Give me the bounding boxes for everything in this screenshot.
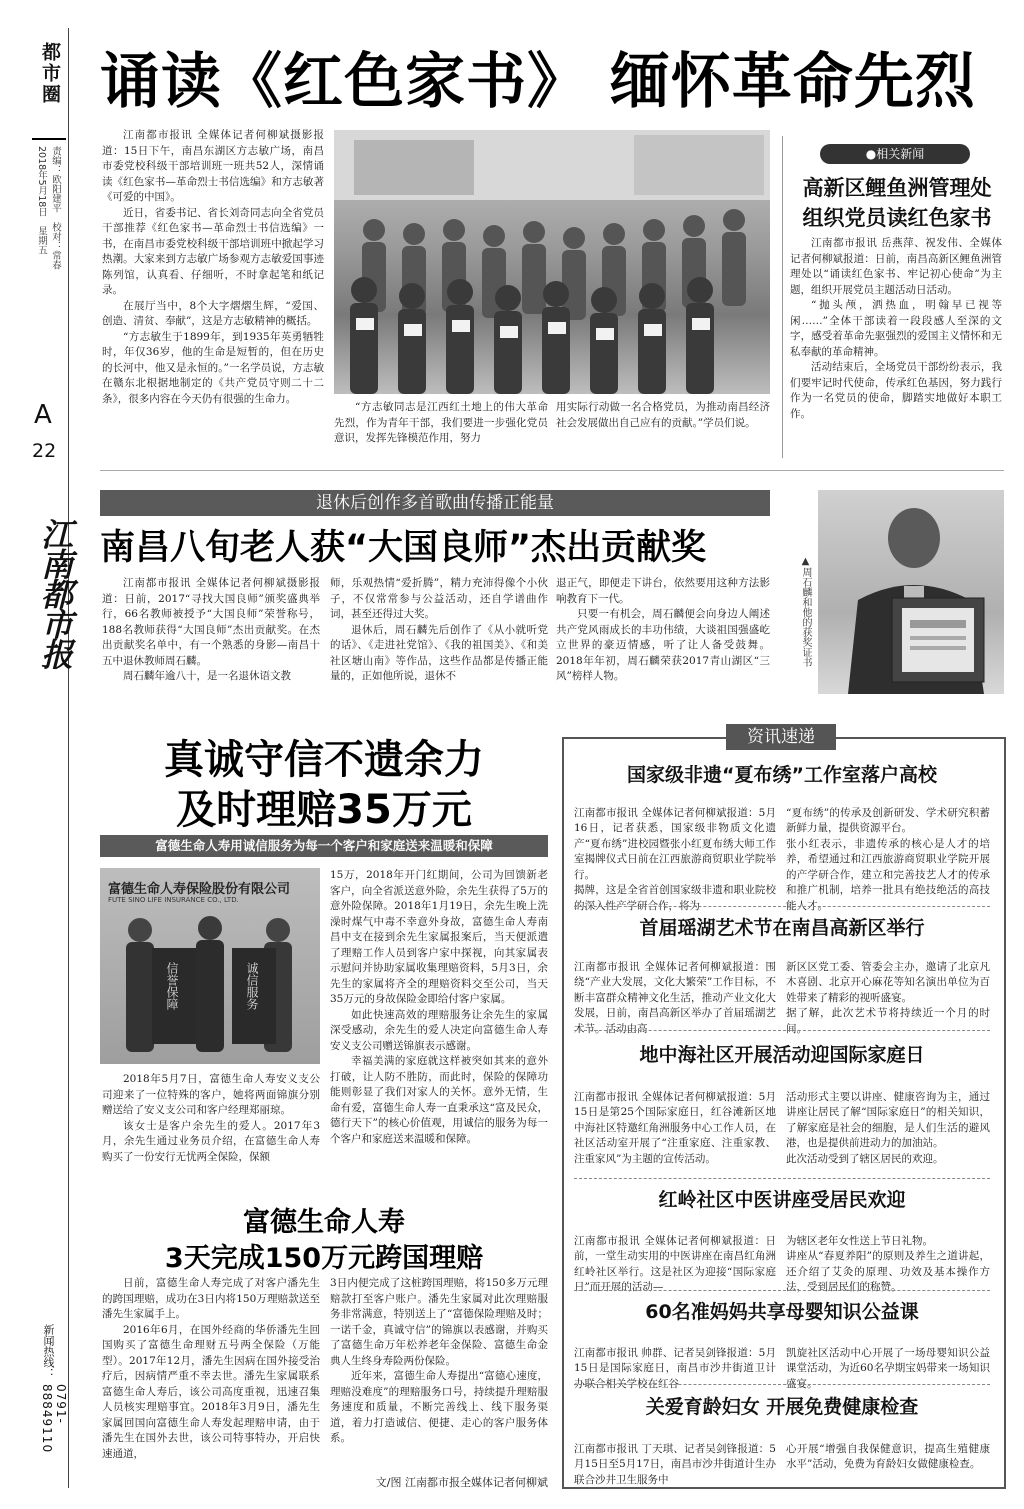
banner-right-text: 诚信服务 — [245, 962, 259, 1010]
ins-headline2-2: 3天完成150万元跨国理赔 — [164, 1243, 484, 1274]
related-body — [790, 236, 1002, 458]
ins-p4: 如此快速高效的理赔服务让余先生的家属深受感动，余先生的爱人决定向富德生命人寿安义支公司赠送锦旗表示感谢。 — [330, 1008, 548, 1052]
story1-col2-text: “方志敏同志是江西红土地上的伟大革命先烈，作为青年干部，我们要进一步强化党员意识，发挥先锋模范作用，努力 — [334, 401, 548, 444]
brief-divider-3 — [574, 1178, 990, 1179]
story2-caption: ▲周石麟和他的获奖证书 — [800, 556, 811, 667]
ins-p3: 15万，2018年开门红期间，公司为回馈新老客户，向全省派送意外险，余先生获得了5万的意外险保障。2018年1月19日，余先生晚上洗澡时煤气中毒不幸意外身故，富德生命人寿南昌中支在接到余先生家属报案后，当天便派遣了理赔工作人员到客户家中探视，向其家属表示慰问并协助家属收集理赔资料，5月3日，余先生的家属将齐全的理赔资料交至公司，当天35万元的身故保险金即给付客户家属。 — [330, 869, 548, 1005]
company-sign-en: FUTE SINO LIFE INSURANCE CO., LTD. — [108, 896, 239, 904]
date-line: 2018年5月18日 星期五 — [36, 146, 47, 255]
brief2-left-text: 江南都市报讯 全媒体记者何柳斌报道：围绕“产业大发展，文化大繁荣”工作目标，不断丰富群众精神文化生活，推动产业文化大发展，日前，南昌高新区举办了首届瑶湖艺术节。活动由高 — [574, 960, 776, 1035]
story1-p3: 在展厅当中，8个大字熠熠生辉，“爱国、创造、清贫、奉献”，这是方志敏精神的概括。 — [102, 299, 324, 327]
brief1-right — [786, 790, 990, 912]
story1-photo — [334, 130, 770, 394]
page-number: 22 — [32, 440, 57, 462]
story1-col2 — [334, 400, 548, 460]
story1-p1: 江南都市报讯 全媒体记者何柳斌摄影报道：15日下午，南昌东湖区方志敏广场，南昌市委党校科级干部培训班一班共52人，深情诵读《红色家书—革命烈士书信选编》和方志敏著《可爱的中国》。 — [102, 129, 324, 203]
ins-p6: 日前，富德生命人寿完成了对客户潘先生的跨国理赔，成功在3日内将150万理赔款送至潘先生家属手上。 — [102, 1277, 320, 1320]
brief3-headline: 地中海社区开展活动迎国际家庭日 — [639, 1044, 925, 1066]
brief5-right — [786, 1330, 990, 1390]
ins-p7: 2016年6月，在国外经商的华侨潘先生回国购买了富德生命理财五号两全保险（万能型）。2017年12月，潘先生因病在国外接受治疗后，因病情严重不幸去世。潘先生家属联系富德生命人寿后，该公司高度重视，迅速召集人员核实理赔事宜。2018年3月9日，潘先生家属回国向富德生命人寿发起理赔申请，由于潘先生在国外去世，该公司特事特办，开启快速通道， — [102, 1323, 320, 1460]
related-headline-2: 组织党员读红色家书 — [802, 206, 992, 230]
brief-divider-4 — [574, 1290, 990, 1291]
brief6-headline: 关爱育龄妇女 开展免费健康检查 — [645, 1396, 919, 1418]
banner-left-text: 信誉保障 — [165, 962, 179, 1010]
sidebar — [30, 28, 74, 1488]
brief3-right — [786, 1074, 990, 1174]
ins-p5: 幸福美满的家庭就这样被突如其来的意外打破，让人防不胜防，而此时，保险的保障功能则彰显了我们对家人的关怀。意外无情，生命有爱，富德生命人寿一直秉承这“富及民众，德行天下”的核心价值观，用诚信的服务为每一个客户和家庭送来温暖和保障。 — [330, 1055, 548, 1145]
brief6-right-text: 心开展“增强自我保健意识，提高生殖健康水平”活动，免费为育龄妇女做健康检查。 — [786, 1442, 990, 1470]
story1-p4: “方志敏生于1899年，到1935年英勇牺牲时，年仅36岁，他的生命是短暂的，但在历史的长河中，他又是永恒的。”一名学员说，方志敏在赣东北根据地制定的《共产党员守则二十二条》，很多内容在今天仍有很强的生命力。 — [102, 330, 324, 405]
story2-col3 — [556, 576, 770, 694]
brief4-right — [786, 1218, 990, 1293]
brief5-left — [574, 1330, 776, 1390]
related-p1: 江南都市报讯 岳燕萍、祝发伟、全媒体记者何柳斌报道：日前，南昌高新区鲤鱼洲管理处以“诵读红色家书、牢记初心使命”为主题，组织开展党员主题活动日活动。 — [790, 237, 1002, 296]
related-tag: ●相关新闻 — [820, 144, 970, 164]
brief3-left — [574, 1074, 776, 1174]
page-letter: A — [34, 400, 52, 430]
story2-p1: 江南都市报讯 全媒体记者何柳斌摄影报道：日前，2017“寻找大国良师”颁奖盛典举行，66名教师被授予“大国良师”荣誉称号，188名教师获得“大国良师”杰出贡献奖。在杰出贡献奖名单中，有一个熟悉的身影—南昌十五中退休教师周石麟。 — [102, 577, 320, 667]
ins-col2a — [102, 1276, 320, 1468]
brief1-left — [574, 790, 776, 912]
ins-credit: 文/图 江南都市报全媒体记者何柳斌 — [375, 1476, 548, 1489]
brief6-left-text: 江南都市报讯 丁天琪、记者吴剑锋报道：5月15日至5月17日，南昌市沙井街道计生办联合沙井卫生服务中 — [574, 1442, 776, 1486]
story2-photo — [818, 490, 1004, 694]
story1-col3 — [556, 400, 770, 460]
ins-p9: 近年来，富德生命人寿提出“富德心速度，理赔没难度”的理赔服务口号，持续提升理赔服务速度和质量，不断完善线上、线下服务渠道，着力打造诚信、便捷、走心的客户服务体系。 — [330, 1370, 548, 1444]
brief2-headline: 首届瑶湖艺术节在南昌高新区举行 — [639, 917, 925, 939]
story2-headline: 南昌八旬老人获“大国良师”杰出贡献奖 — [100, 528, 707, 568]
brief1-right-text: “夏布绣”的传承及创新研发、学术研究积蓄新鲜力量，提供资源平台。 张小红表示，非遗传承的核心是人才的培养，希望通过和江西旅游商贸职业学院开展的产学研合作，建立和完善技艺人才的传承和推广机制，培养一批具有绝技绝活的高技能人才。 — [786, 806, 990, 912]
story2-kicker: 退休后创作多首歌曲传播正能量 — [100, 490, 770, 516]
brief6-left — [574, 1426, 776, 1486]
group-reading-illustration — [334, 130, 770, 394]
ins-col2b — [330, 1276, 548, 1468]
brief5-headline: 60名准妈妈共享母婴知识公益课 — [645, 1301, 919, 1323]
hotline-label: 新闻热线： — [42, 1324, 55, 1379]
brief3-right-text: 活动形式主要以讲座、健康咨询为主，通过讲座让居民了解“国际家庭日”的相关知识，了解家庭是社会的细胞，是人们生活的避风港，也是提供前进动力的加油站。 此次活动受到了辖区居民的欢迎。 — [786, 1090, 990, 1165]
rule-1 — [100, 470, 1004, 471]
brief-divider-5 — [574, 1384, 990, 1385]
story2-p3: 师，乐观热情“爱折腾”，精力充沛得像个小伙子，不仅常常参与公益活动，还自学谱曲作词，甚至还得过大奖。 — [330, 577, 548, 620]
brief5-left-text: 江南都市报讯 帅群、记者吴剑锋报道：5月15日是国际家庭日，南昌市沙井街道卫计办联合相关学校在红谷 — [574, 1346, 776, 1390]
brief4-right-text: 为辖区老年女性送上节日礼物。 讲座从“春夏养阳”的原则及养生之道讲起，还介绍了艾灸的原理、功效及基本操作方法，受到居民们的称赞。 — [786, 1234, 990, 1293]
ins-headline2-1: 富德生命人寿 — [243, 1207, 405, 1238]
brief2-right — [786, 944, 990, 1035]
brief6-right — [786, 1426, 990, 1476]
brief2-right-text: 新区区党工委、管委会主办，邀请了北京凡木喜剧、北京开心麻花等知名演出单位为百姓带来了精彩的视听盛宴。 据了解，此次艺术节将持续近一个月的时间。 — [786, 960, 990, 1035]
brief5-right-text: 凯旋社区活动中心开展了一场母婴知识公益课堂活动，为近60名孕期宝妈带来一场知识盛宴。 — [786, 1346, 990, 1390]
brief2-left — [574, 944, 776, 1035]
briefs-title: 资讯速递 — [726, 724, 836, 750]
ins-col-right — [330, 868, 548, 1192]
banner-handover-illustration — [100, 908, 320, 1064]
story2-p5: 退正气，即便走下讲台，依然要用这种方法影响教育下一代。 — [556, 577, 770, 605]
ins-p8: 3日内便完成了这桩跨国理赔，将150多万元理赔款打至客户账户。潘先生家属对此次理赔服务非常满意，特别送上了“富德保险理赔及时；一诺千金，真诚守信”的锦旗以表感谢，并购买了富德生命万年松养老年金保险、富德生命金典人生终身寿险两份保险。 — [330, 1277, 548, 1367]
hotline-number: 0791-88849110 — [40, 1384, 68, 1454]
brief-divider-1 — [574, 906, 990, 907]
company-sign: 富德生命人寿保险股份有限公司 — [108, 882, 291, 897]
editors-line: 责编：欧阳建平 校对：常春 — [50, 146, 61, 270]
brief4-headline: 红岭社区中医讲座受居民欢迎 — [658, 1189, 906, 1211]
related-p3: 活动结束后，全场党员干部纷纷表示，我们要牢记时代使命，传承红色基因，努力践行作为一名党员的使命，脚踏实地做好本职工作。 — [790, 361, 1002, 420]
story1-col1 — [102, 128, 324, 453]
ins-photo — [100, 868, 320, 1064]
ins-headline-2: 及时理赔35万元 — [176, 787, 472, 833]
ins-bar: 富德生命人寿用诚信服务为每一个客户和家庭送来温暖和保障 — [100, 835, 548, 857]
story2-p6: 只要一有机会，周石麟便会向身边人阐述共产党风雨成长的丰功伟绩，大谈祖国强盛屹立世界的豪迈情感，听了让人备受鼓舞。2018年年初，周石麟荣获2017青山湖区“三风”榜样人物。 — [556, 608, 770, 682]
section-rule — [32, 138, 66, 140]
story2-p4: 退休后，周石麟先后创作了《从小就听党的话》、《走进社党馆》、《我的祖国美》、《和美社区塘山南》等作品，这些作品都是传播正能量的，正如他所说，退休不 — [330, 623, 548, 682]
story1-p2: 近日，省委书记、省长刘奇同志向全省党员干部推荐《红色家书—革命烈士书信选编》一书，在南昌市委党校科级干部培训班中掀起学习热潮。大家来到方志敏广场参观方志敏爱国事迹陈列馆，认真看、仔细听，不时拿起笔和纸记录。 — [102, 206, 324, 296]
story2-p2: 周石麟年逾八十，是一名退休语文教 — [123, 670, 291, 682]
story1-headline: 诵读《红色家书》 缅怀革命先烈 — [100, 47, 976, 117]
brief4-left-text: 江南都市报讯 全媒体记者何柳斌报道：日前，一堂生动实用的中医讲座在南昌红角洲红岭社区举行。这是社区为迎接“国际家庭日”而开展的活动— — [574, 1234, 776, 1293]
ins-col-left — [102, 1072, 320, 1192]
ins-p2: 该女士是客户余先生的爱人。2017年3月，余先生通过业务员介绍，在富德生命人寿购买了一份安行无忧两全保险，保额 — [102, 1119, 320, 1163]
award-portrait-illustration — [818, 490, 1004, 694]
related-headline-1: 高新区鲤鱼洲管理处 — [802, 176, 992, 200]
brief4-left — [574, 1218, 776, 1293]
story2-col1 — [102, 576, 320, 694]
story2-col2 — [330, 576, 548, 694]
brief-divider-2 — [574, 1030, 990, 1031]
brief1-headline: 国家级非遗“夏布绣”工作室落户高校 — [627, 764, 937, 786]
story1-col3-text: 用实际行动做一名合格党员，为推动南昌经济社会发展做出自己应有的贡献。”学员们说。 — [556, 401, 770, 429]
related-p2: “抛头颅，洒热血，明翰早已视等闲……”全体干部读着一段段感人至深的文字，感受着革命先驱强烈的爱国主义情怀和无私奉献的革命精神。 — [790, 299, 1002, 358]
section-name: 都市圈 — [39, 42, 61, 105]
ins-headline-1: 真诚守信不遗余力 — [164, 737, 484, 783]
brief3-left-text: 江南都市报讯 全媒体记者何柳斌报道：5月15日是第25个国际家庭日，红谷滩新区地中海社区特邀红角洲服务中心工作人员，在社区活动室开展了“注重家庭、注重家教、注重家风”为主题的宣传活动。 — [574, 1090, 776, 1165]
paper-logo: 江南都市报 — [36, 518, 74, 668]
ins-p1: 2018年5月7日，富德生命人寿安义支公司迎来了一位特殊的客户，她将两面锦旗分别赠送给了安义支公司和客户经理郑丽琼。 — [102, 1073, 320, 1116]
related-border — [782, 136, 783, 458]
brief1-left-text: 江南都市报讯 全媒体记者何柳斌报道：5月16日，记者获悉，国家级非物质文化遗产“夏布绣”进校园暨张小红夏布绣大师工作室揭牌仪式日前在江西旅游商贸职业学院举行。 揭牌，这是全省首创国家级非遗和职业院校的深入性产学研合作，将为 — [574, 806, 776, 912]
